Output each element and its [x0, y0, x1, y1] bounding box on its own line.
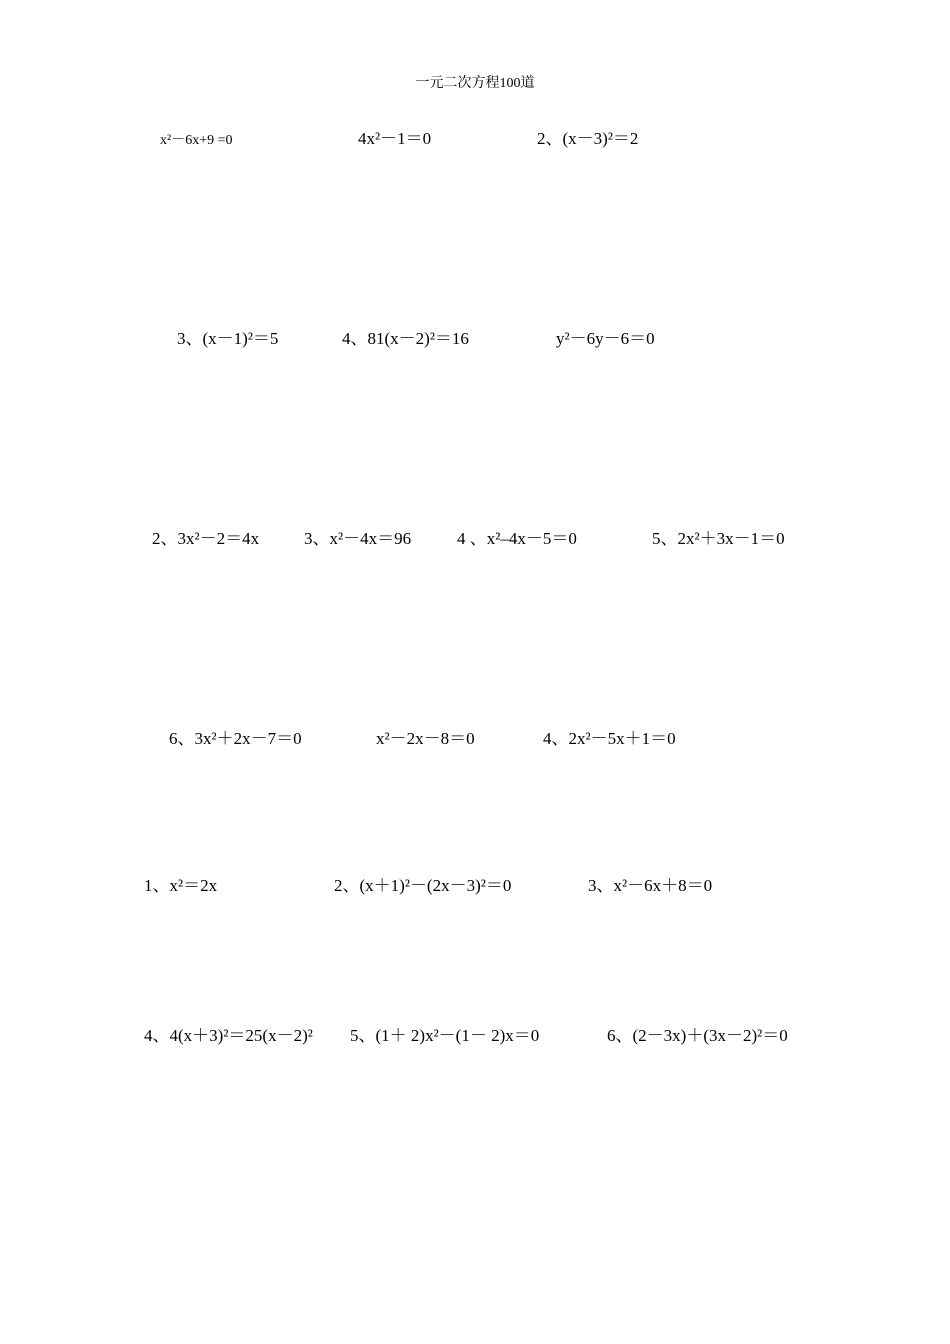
- equation: 4、4(x＋3)²＝25(x－2)²: [144, 1026, 313, 1045]
- equation: 2、(x＋1)²－(2x－3)²＝0: [334, 876, 512, 895]
- equation: x²－2x－8＝0: [376, 729, 475, 748]
- equation: 3、x²－4x＝96: [304, 529, 412, 548]
- equation: 4、81(x－2)²＝16: [342, 329, 469, 348]
- equation: 4 、x²–4x－5＝0: [457, 529, 577, 548]
- equation: 5、(1＋ 2)x²－(1－ 2)x＝0: [350, 1026, 540, 1045]
- equation: y²－6y－6＝0: [556, 329, 655, 348]
- page-title: 一元二次方程100道: [415, 76, 535, 91]
- equation: 6、3x²＋2x－7＝0: [169, 729, 302, 748]
- equation: 4x²－1＝0: [358, 129, 432, 148]
- equation: 6、(2－3x)＋(3x－2)²＝0: [607, 1026, 788, 1045]
- equation: 5、2x²＋3x－1＝0: [652, 529, 785, 548]
- equation: 4、2x²－5x＋1＝0: [543, 729, 676, 748]
- equation: 3、x²－6x＋8＝0: [588, 876, 713, 895]
- equation: x²－6x+9 =0: [160, 133, 233, 148]
- equation: 3、(x－1)²＝5: [177, 329, 279, 348]
- equation: 2、(x－3)²＝2: [537, 129, 639, 148]
- equation: 1、x²＝2x: [144, 876, 218, 895]
- equation: 2、3x²－2＝4x: [152, 529, 260, 548]
